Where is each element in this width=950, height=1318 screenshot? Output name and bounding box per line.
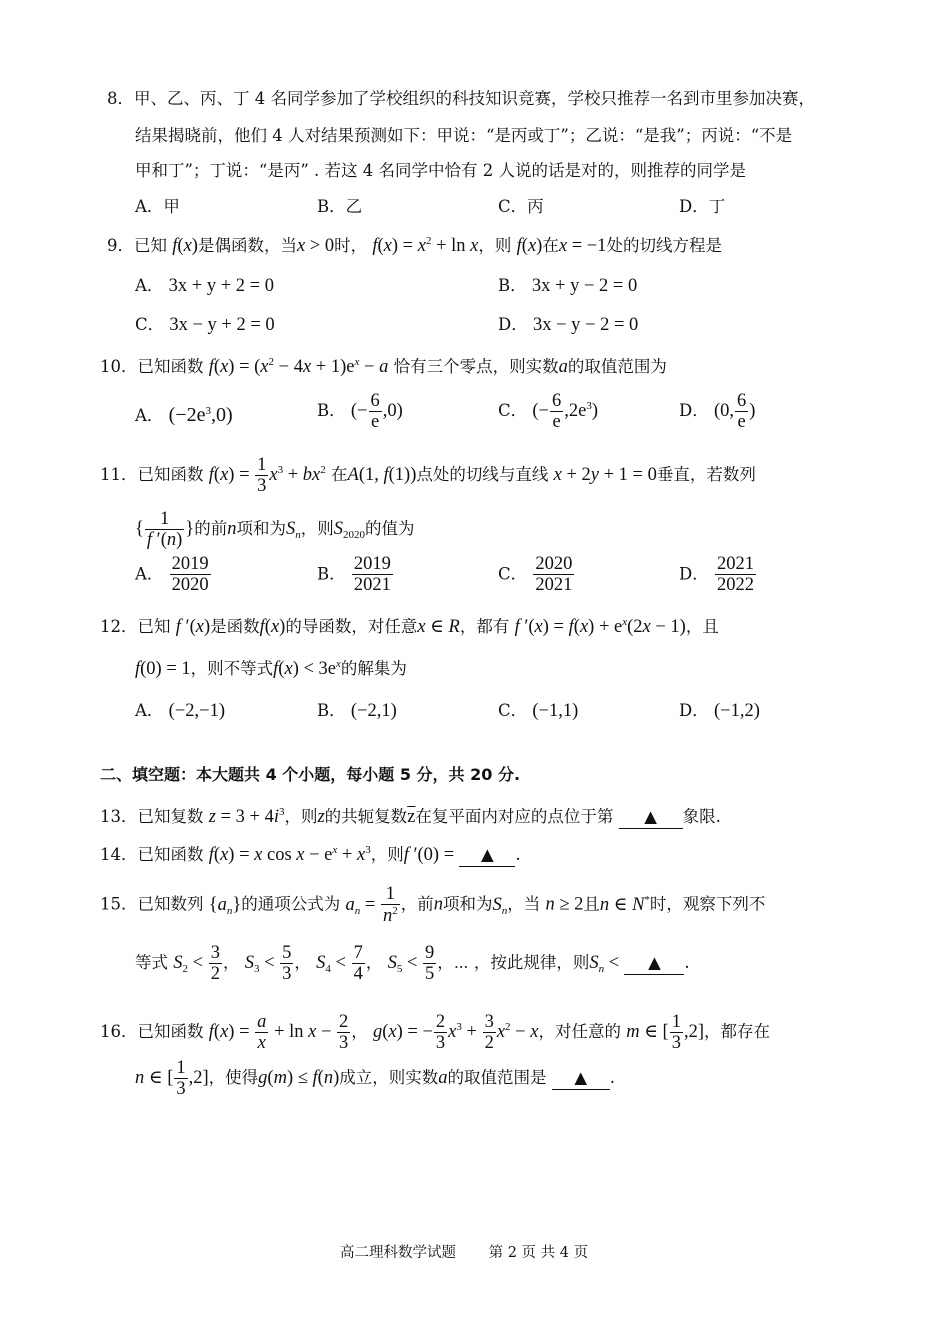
option-label: D． xyxy=(679,701,709,720)
q15-ineq-s3: $S_3$ < $\frac{5}{3}$ xyxy=(244,943,292,985)
q12-text: ，且 xyxy=(685,617,719,636)
page-footer xyxy=(340,1244,588,1262)
option-label: C． xyxy=(498,701,528,720)
q12-option-d-value: (−1,2) xyxy=(713,701,760,721)
q12-stem-line2 xyxy=(135,658,407,681)
q9-option-b-value: 3x + y − 2 = 0 xyxy=(531,276,638,296)
q14-formula: f(x) = x $\cos x - e^x + x^3$ xyxy=(208,844,371,865)
q15-sn: $S_n$ xyxy=(492,894,508,917)
q11-text: 在 xyxy=(331,465,348,485)
option-label: D． xyxy=(679,564,709,584)
q16-text: 已知函数 xyxy=(137,1022,204,1042)
q8-option-b: B．乙 xyxy=(317,197,363,216)
q13-text: 象限. xyxy=(682,807,721,826)
q9-option-b xyxy=(498,275,637,298)
q14-fprime0: f ′(0) = xyxy=(403,845,455,865)
q10-option-d-value: (0, $\frac{6}{e}$ ) xyxy=(713,391,756,433)
option-label: B． xyxy=(317,701,346,720)
q11-formula: f(x) = $\frac{1}{3}$ $x^3 + bx^2$ xyxy=(208,455,326,497)
q11-option-d xyxy=(679,554,757,596)
q15-sn-lt: $S_n$ < xyxy=(589,953,620,976)
q9-text: 已知 xyxy=(134,236,167,255)
q10-option-d xyxy=(679,391,755,433)
q10-formula: $f(x) = (x^2 - 4x + 1)e^x - a$ xyxy=(208,356,389,377)
q12-text: 已知 xyxy=(137,617,171,636)
q13-formula: $z = 3 + 4i^3$ xyxy=(208,806,285,827)
q11-option-b xyxy=(317,554,394,596)
q11-option-d-value xyxy=(715,554,756,596)
q11-option-b-value xyxy=(352,554,393,596)
q12-initial: f(0) = 1 xyxy=(135,659,191,679)
q16-text: 的取值范围是 xyxy=(447,1068,547,1088)
q11-line-eq: x + 2y + 1 = 0 xyxy=(553,465,657,486)
denominator: 2021 xyxy=(535,575,573,596)
q15-cond1: n ≥ 2 xyxy=(545,894,584,915)
q11-var-n: n xyxy=(227,519,237,540)
q8-option-a: A．甲 xyxy=(135,197,180,216)
q12-option-b xyxy=(317,700,397,723)
q12-option-d xyxy=(679,700,760,723)
q9-text: 时， xyxy=(334,236,368,255)
q13-z: z xyxy=(317,807,325,827)
q14-number: 14． xyxy=(100,845,138,864)
q15-stem-line2: 等式 $S_2$ < $\frac{3}{2}$ ， $S_3$ < $\frac{5}{3}$ ， $S_4$ < $\frac{7}{4}$ ， $S_5$ < $\frac{9}{5}$ ，⋯ ，按此规律，则$S_n$ < ▲ . xyxy=(135,943,690,985)
q12-equation: f $'(x) = f(x) + e^x(2x - 1)$ xyxy=(514,616,686,637)
q12-text: 的导函数，对任意 xyxy=(285,617,418,636)
option-label: C． xyxy=(498,564,528,584)
q11-text: ，则 xyxy=(300,519,334,539)
q11-option-a-value xyxy=(170,554,211,596)
q12-text: ，都有 xyxy=(459,617,510,636)
q11-stem-line2 xyxy=(135,509,414,551)
q10-option-a xyxy=(135,403,233,428)
q16-gx: g(x) = − $\frac{2}{3}$ $x^3$ + $\frac{3}{2}$ $x^2 - x$ xyxy=(373,1012,539,1054)
q14-stem xyxy=(100,844,521,867)
option-label: B． xyxy=(498,276,527,295)
q13-zbar: $\overline{z}$ xyxy=(407,807,416,827)
q14-answer-blank[interactable]: ▲ xyxy=(459,845,515,867)
q11-sn: $S_n$ xyxy=(285,519,301,542)
q10-text: 的取值范围为 xyxy=(567,357,667,376)
q16-stem-line1: 16．已知函数 f(x) = $\frac{a}{x}$ + ln x − $\frac{2}{3}$ ， g(x) = − $\frac{2}{3}$ $x^3$ + $\frac{3}{2}$ $x^2 - x$，对任意的 m ∈ [ $\frac{1}{3}$ ,2]，都存在 xyxy=(100,1012,770,1054)
q12-option-c xyxy=(498,700,578,723)
q16-m-range: m ∈ [ $\frac{1}{3}$ ,2] xyxy=(626,1012,704,1054)
q9-formula-def: $f(x) = x^2 + \ln x$ xyxy=(372,235,479,256)
q15-text: 项和为 xyxy=(442,894,493,914)
q15-cond2: n ∈ N* xyxy=(599,893,650,915)
q8-option-d: D．丁 xyxy=(679,197,726,216)
q15-ineq-s5: $S_5$ < $\frac{9}{5}$ xyxy=(387,943,435,985)
q15-answer-blank[interactable]: ▲ xyxy=(624,953,684,975)
q13-text: 的共轭复数 xyxy=(324,807,408,826)
q8-line3: 甲和丁”；丁说：“是丙” . 若这 4 名同学中恰有 2 人说的话是对的，则推荐的同学是 xyxy=(135,161,747,180)
option-label: A． xyxy=(135,406,164,425)
q11-option-c xyxy=(498,554,575,596)
q15-n: n xyxy=(433,894,443,915)
q9-option-a xyxy=(135,275,274,298)
q8-line1 xyxy=(107,89,815,110)
q16-text: ，使得 xyxy=(208,1068,259,1088)
q12-option-a xyxy=(135,700,225,723)
q16-stem-line2 xyxy=(135,1058,615,1100)
q15-text: ，按此规律，则 xyxy=(473,953,590,973)
q14-text: 已知函数 xyxy=(137,845,204,864)
q9-option-d xyxy=(498,314,638,337)
q11-text: 的值为 xyxy=(364,519,415,539)
q9-formula-fx2: f(x) xyxy=(516,236,543,256)
q15-period: . xyxy=(684,953,690,973)
q10-number: 10． xyxy=(100,357,138,376)
q9-text: 在 xyxy=(542,236,559,255)
option-label: D． xyxy=(498,315,528,334)
q8-option-c: C．丙 xyxy=(498,197,544,216)
q12-number: 12． xyxy=(100,617,138,636)
footer-title: 高二理科数学试题 xyxy=(340,1245,456,1261)
q15-number: 15． xyxy=(100,894,138,914)
q12-inequality: $f(x) < 3e^x$ xyxy=(273,658,341,679)
q9-formula-point: x = −1 xyxy=(558,236,607,256)
q10-option-a-value: $(-2e^3,0)$ xyxy=(168,404,233,426)
q12-text: 的解集为 xyxy=(340,659,407,678)
q12-option-a-value: (−2,−1) xyxy=(168,701,225,721)
q16-answer-blank[interactable]: ▲ xyxy=(552,1068,610,1090)
option-label: C． xyxy=(135,315,165,334)
q15-text: ，前 xyxy=(400,894,434,914)
q15-text: 时，观察下列不 xyxy=(649,894,766,914)
q16-period: . xyxy=(609,1068,616,1088)
q14-text: ，则 xyxy=(370,845,404,864)
q12-text: 是函数 xyxy=(210,617,260,636)
q16-text: ，都存在 xyxy=(703,1022,770,1042)
q13-text: 已知复数 xyxy=(137,807,204,826)
q9-option-a-value: 3x + y + 2 = 0 xyxy=(168,276,274,296)
q12-fx: f(x) xyxy=(259,617,286,637)
option-label: D． xyxy=(679,401,709,421)
q11-s2020: $S_{2020}$ xyxy=(333,519,365,542)
q13-stem xyxy=(100,806,721,829)
q11-text: 点处的切线与直线 xyxy=(416,465,549,485)
q15-text: 且 xyxy=(583,894,600,914)
q12-domain: x ∈ R xyxy=(417,617,460,637)
q9-formula-cond: x > 0 xyxy=(296,236,335,256)
q10-var-a: a xyxy=(558,357,568,377)
q13-text: 在复平面内对应的点位于第 xyxy=(415,807,614,826)
q15-ineq-s4: $S_4$ < $\frac{7}{4}$ xyxy=(316,943,363,985)
q10-option-b-value: (− $\frac{6}{e}$ ,0) xyxy=(350,391,403,433)
option-label: B． xyxy=(317,564,346,584)
q11-point: A(1, f(1)) xyxy=(347,465,417,486)
numerator: 2019 xyxy=(171,554,209,574)
q12-option-c-value: (−1,1) xyxy=(532,701,579,721)
q10-text: 恰有三个零点，则实数 xyxy=(393,357,559,376)
option-label: A． xyxy=(135,701,164,720)
q12-fprime: f ′(x) xyxy=(175,617,211,637)
option-label: C． xyxy=(498,401,528,421)
q15-text: ，当 xyxy=(507,894,541,914)
q15-stem-line1 xyxy=(100,884,765,927)
q8-line2: 结果揭晓前，他们 4 人对结果预测如下：甲说：“是丙或丁”；乙说：“是我”；丙说：“不是 xyxy=(135,126,793,145)
denominator: 2022 xyxy=(716,575,754,596)
q15-ineq-s2: $S_2$ < $\frac{3}{2}$ xyxy=(173,943,220,985)
q10-option-b xyxy=(317,391,403,433)
q16-n-range: n ∈ [ $\frac{1}{3}$ ,2] xyxy=(135,1058,209,1100)
q9-option-c xyxy=(135,314,275,337)
q11-option-a xyxy=(135,554,212,596)
q10-option-c-value: (− $\frac{6}{e}$ $,2e^3$) xyxy=(532,391,598,433)
q16-fx: f(x) = $\frac{a}{x}$ + ln x − $\frac{2}{3}$ xyxy=(208,1012,349,1054)
q9-text: ，则 xyxy=(478,236,512,255)
option-label: B． xyxy=(317,401,346,421)
q15-text: 的通项公式为 xyxy=(241,894,341,914)
q11-stem-line1 xyxy=(100,455,756,497)
q16-text: ，对任意的 xyxy=(538,1022,621,1042)
q11-text: 项和为 xyxy=(236,519,286,539)
q10-option-c xyxy=(498,391,598,433)
q15-text: 已知数列 xyxy=(137,894,204,914)
q11-number: 11． xyxy=(100,465,138,485)
q16-number: 16． xyxy=(100,1022,138,1042)
q11-option-c-value xyxy=(533,554,574,596)
option-label: A． xyxy=(135,276,164,295)
q9-stem xyxy=(107,235,722,258)
q11-text: 垂直，若数列 xyxy=(656,465,756,485)
q8-number: 8． xyxy=(107,89,134,108)
q15-general-term: $a_n$ = $\frac{1}{n^2}$ xyxy=(345,884,398,927)
q16-text: 成立，则实数 xyxy=(339,1068,439,1088)
section-heading-fill-in: 二、填空题：本大题共 4 个小题，每小题 5 分，共 20 分. xyxy=(100,765,521,784)
q12-option-b-value: (−2,1) xyxy=(350,701,397,721)
q16-condition: g(m) ≤ f(n) xyxy=(258,1068,340,1089)
numerator: 2020 xyxy=(535,554,573,574)
q13-number: 13． xyxy=(100,807,138,826)
numerator: 2019 xyxy=(353,554,391,574)
denominator: 2021 xyxy=(353,575,391,596)
q11-sequence: { $\frac{1}{f '(n)}$ } xyxy=(135,509,195,551)
q15-sequence: $\{a_n\}$ xyxy=(208,894,242,917)
q11-text: 已知函数 xyxy=(137,465,204,485)
q15-text: 等式 xyxy=(135,953,168,973)
q13-text: ，则 xyxy=(284,807,318,826)
q9-formula-fx: f(x) xyxy=(172,236,198,256)
q9-number: 9． xyxy=(107,236,134,255)
q11-text: 的前 xyxy=(194,519,228,539)
q9-text: 是偶函数，当 xyxy=(197,236,297,255)
q12-text: ，则不等式 xyxy=(190,659,274,678)
q14-period: . xyxy=(515,845,521,864)
q9-option-c-value: 3x − y + 2 = 0 xyxy=(169,315,275,335)
q16-var-a: a xyxy=(438,1068,448,1089)
q12-stem-line1 xyxy=(100,616,719,639)
q10-stem xyxy=(100,356,667,379)
numerator: 2021 xyxy=(716,554,754,574)
q9-option-d-value: 3x − y − 2 = 0 xyxy=(532,315,639,335)
q13-answer-blank[interactable]: ▲ xyxy=(619,807,683,829)
q10-text: 已知函数 xyxy=(137,357,204,376)
option-label: A． xyxy=(135,564,164,584)
q8-text1: 甲、乙、丙、丁 4 名同学参加了学校组织的科技知识竞赛，学校只推荐一名到市里参加决赛， xyxy=(134,89,815,108)
q9-text: 处的切线方程是 xyxy=(606,236,722,255)
footer-page-number: 第 2 页 共 4 页 xyxy=(488,1245,589,1261)
denominator: 2020 xyxy=(171,575,209,596)
